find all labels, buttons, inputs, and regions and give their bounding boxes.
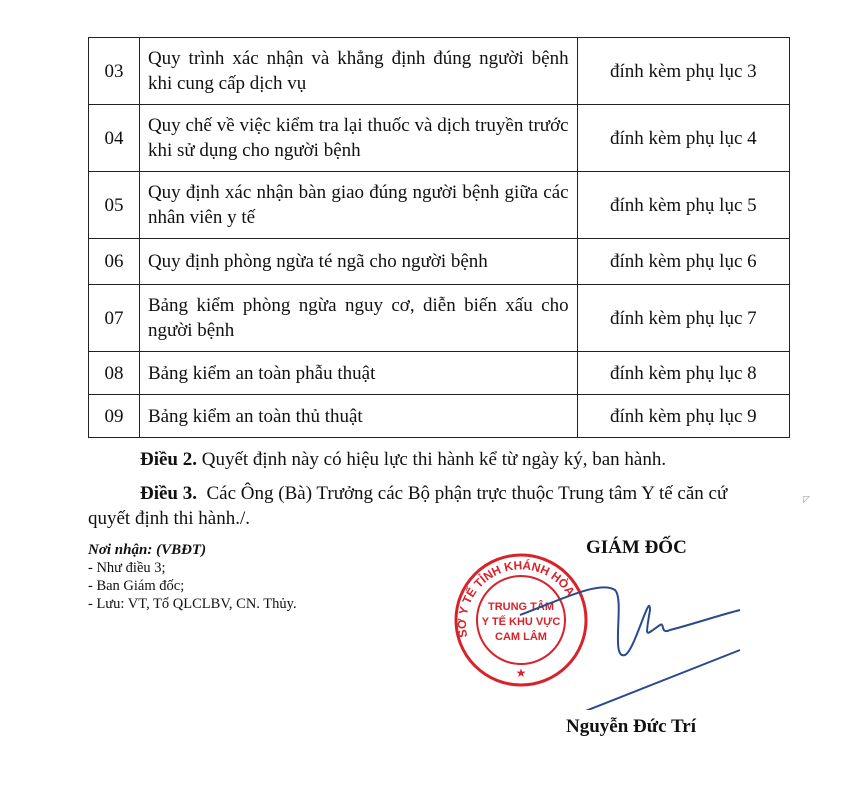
row-note: đính kèm phụ lục 5 [577, 172, 789, 239]
row-title: Quy định xác nhận bàn giao đúng người bệnh giữa các nhân viên y tế [139, 172, 577, 239]
table-row [89, 395, 790, 438]
row-note: đính kèm phụ lục 9 [577, 395, 789, 438]
table-row [89, 352, 790, 395]
table-row [89, 105, 790, 172]
stamp-line: TRUNG TÂM [488, 601, 554, 613]
row-title: Bảng kiểm phòng ngừa nguy cơ, diễn biến xấu cho người bệnh [139, 285, 577, 352]
row-number: 09 [89, 395, 140, 438]
recipient-item: - Như điều 3; [88, 560, 166, 576]
article-3 [140, 483, 727, 505]
stamp-line: CAM LÂM [495, 631, 547, 643]
recipient-item: - Lưu: VT, Tổ QLCLBV, CN. Thủy. [88, 596, 297, 612]
article-2-label: Điều 2. [140, 449, 197, 470]
row-note: đính kèm phụ lục 3 [577, 38, 789, 105]
official-stamp [454, 555, 586, 685]
row-number: 07 [89, 285, 140, 352]
table-row [89, 172, 790, 239]
row-title: Bảng kiểm an toàn phẫu thuật [139, 352, 577, 395]
row-note: đính kèm phụ lục 8 [577, 352, 789, 395]
appendix-table [88, 37, 790, 438]
table-row [89, 239, 790, 285]
row-note: đính kèm phụ lục 4 [577, 105, 789, 172]
stamp-and-signature [450, 550, 750, 710]
recipients-title: Nơi nhận: (VBĐT) [88, 542, 207, 558]
table-row [89, 38, 790, 105]
row-number: 04 [89, 105, 140, 172]
row-title: Quy trình xác nhận và khẳng định đúng người bệnh khi cung cấp dịch vụ [139, 38, 577, 105]
row-note: đính kèm phụ lục 6 [577, 239, 789, 285]
article-3-text: Các Ông (Bà) Trưởng các Bộ phận trực thuộc Trung tâm Y tế căn cứ [197, 483, 728, 504]
recipient-item: - Ban Giám đốc; [88, 578, 185, 594]
stamp-line: Y TẾ KHU VỰC [481, 616, 561, 628]
row-title: Quy định phòng ngừa té ngã cho người bệnh [139, 239, 577, 285]
row-number: 08 [89, 352, 140, 395]
row-title: Bảng kiểm an toàn thủ thuật [139, 395, 577, 438]
resize-corner-icon: ◸ [803, 494, 810, 504]
row-note: đính kèm phụ lục 7 [577, 285, 789, 352]
article-3-continuation: quyết định thi hành./. [88, 508, 251, 529]
article-2-text: Quyết định này có hiệu lực thi hành kể từ ngày ký, ban hành. [197, 449, 667, 470]
signer-name: Nguyễn Đức Trí [566, 716, 696, 737]
stamp-outer-text: SỞ Y TẾ TỈNH KHÁNH HÒA [454, 558, 578, 639]
row-number: 03 [89, 38, 140, 105]
row-title: Quy chế về việc kiểm tra lại thuốc và dịch truyền trước khi sử dụng cho người bệnh [139, 105, 577, 172]
table-row [89, 285, 790, 352]
signature-position: GIÁM ĐỐC [586, 537, 687, 558]
article-2 [140, 449, 666, 471]
row-number: 06 [89, 239, 140, 285]
recipients [88, 541, 297, 613]
article-3-label: Điều 3. [140, 483, 197, 504]
row-number: 05 [89, 172, 140, 239]
svg-text:★: ★ [515, 666, 527, 680]
